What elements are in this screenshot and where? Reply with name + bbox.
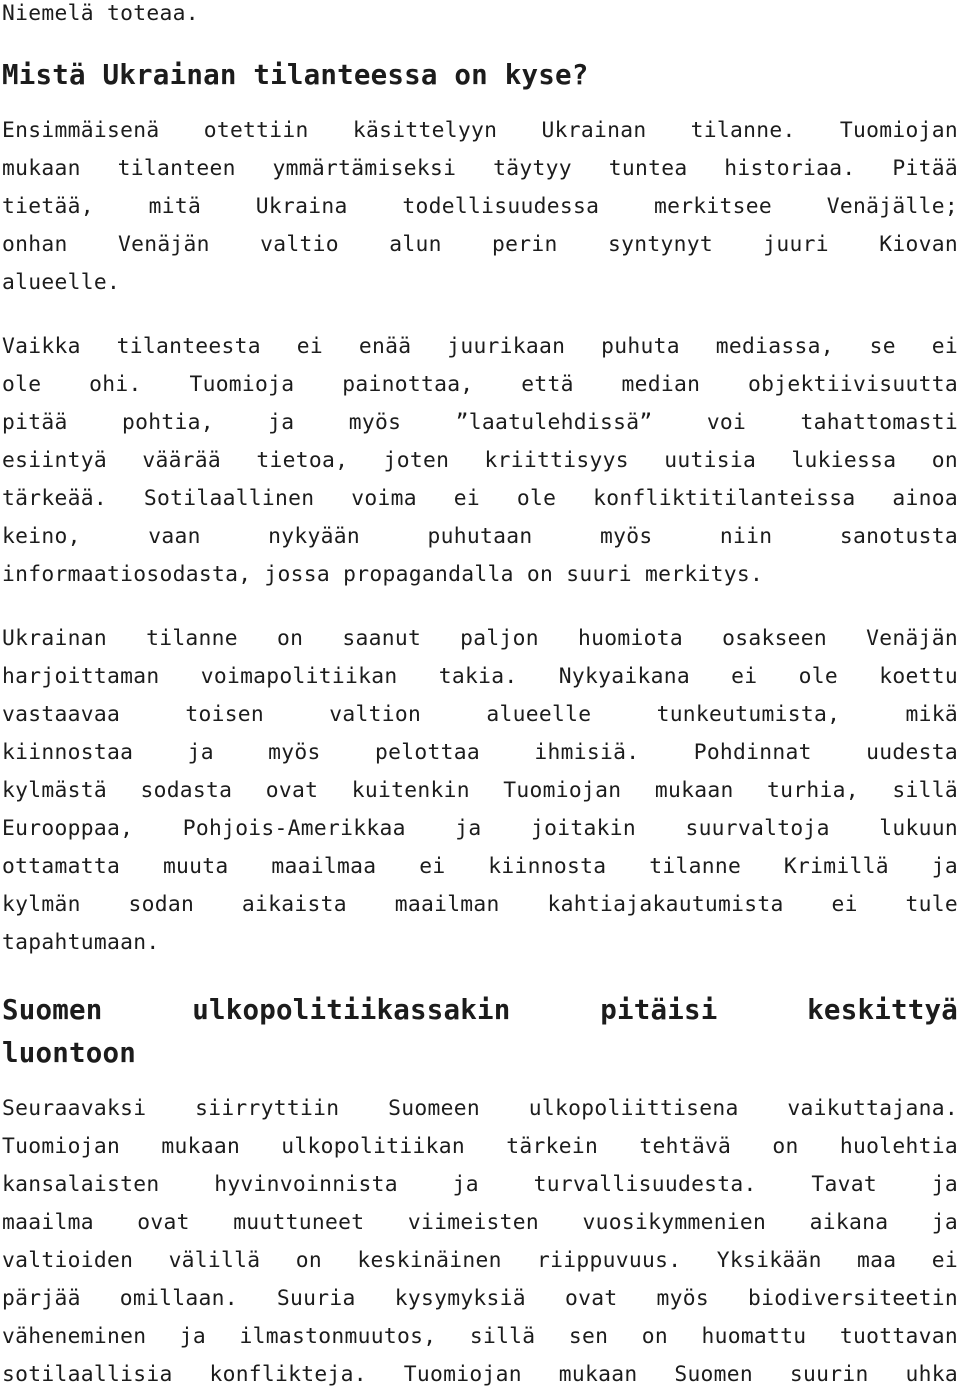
text-line: mukaan tilanteen ymmärtämiseksi täytyy tuntea historiaa. Pitää — [2, 156, 958, 181]
text-line: väheneminen ja ilmastonmuutos, sillä sen on huomattu tuottavan — [2, 1324, 958, 1349]
text-line: tapahtumaan. — [2, 930, 160, 955]
text-line: vastaavaa toisen valtion alueelle tunkeutumista, mikä — [2, 702, 958, 727]
text-line: pärjää omillaan. Suuria kysymyksiä ovat myös biodiversiteetin — [2, 1286, 958, 1311]
text-line: alueelle. — [2, 270, 121, 295]
text-line: Ukrainan tilanne on saanut paljon huomiota osakseen Venäjän — [2, 626, 958, 651]
section-heading-ukraine: Mistä Ukrainan tilanteessa on kyse? — [2, 59, 589, 91]
text-line: Tuomiojan mukaan ulkopolitiikan tärkein tehtävä on huolehtia — [2, 1134, 958, 1159]
text-line: valtioiden välillä on keskinäinen riippuvuus. Yksikään maa ei — [2, 1248, 958, 1273]
text-line: esiintyä väärää tietoa, joten kriittisyys uutisia lukiessa on — [2, 448, 958, 473]
text-line: pitää pohtia, ja myös ”laatulehdissä” voi tahattomasti — [2, 410, 958, 435]
text-line: ottamatta muuta maailmaa ei kiinnosta tilanne Krimillä ja — [2, 854, 958, 879]
section-heading-finland-line-1: Suomen ulkopolitiikassakin pitäisi keskittyä — [2, 994, 958, 1026]
text-line: Vaikka tilanteesta ei enää juurikaan puhuta mediassa, se ei — [2, 334, 958, 359]
section-heading-finland-line-2: luontoon — [2, 1037, 137, 1069]
text-line: Ensimmäisenä otettiin käsittelyyn Ukrainan tilanne. Tuomiojan — [2, 118, 958, 143]
text-line: kansalaisten hyvinvoinnista ja turvallisuudesta. Tavat ja — [2, 1172, 958, 1197]
text-line: informaatiosodasta, jossa propagandalla on suuri merkitys. — [2, 562, 764, 587]
text-line: Eurooppaa, Pohjois-Amerikkaa ja joitakin suurvaltoja lukuun — [2, 816, 958, 841]
text-line: maailma ovat muuttuneet viimeisten vuosikymmenien aikana ja — [2, 1210, 958, 1235]
text-line: onhan Venäjän valtio alun perin syntynyt juuri Kiovan — [2, 232, 958, 257]
text-line: ole ohi. Tuomioja painottaa, että median objektiivisuutta — [2, 372, 958, 397]
intro-line: Niemelä toteaa. — [2, 1, 199, 26]
text-line: kiinnostaa ja myös pelottaa ihmisiä. Pohdinnat uudesta — [2, 740, 958, 765]
text-line: kylmän sodan aikaista maailman kahtiajakautumista ei tule — [2, 892, 958, 917]
text-line: sotilaallisia konflikteja. Tuomiojan mukaan Suomen suurin uhka — [2, 1362, 958, 1387]
text-line: kylmästä sodasta ovat kuitenkin Tuomiojan mukaan turhia, sillä — [2, 778, 958, 803]
text-line: tietää, mitä Ukraina todellisuudessa merkitsee Venäjälle; — [2, 194, 958, 219]
text-line: Seuraavaksi siirryttiin Suomeen ulkopoliittisena vaikuttajana. — [2, 1096, 958, 1121]
text-line: tärkeää. Sotilaallinen voima ei ole konfliktitilanteissa ainoa — [2, 486, 958, 511]
text-line: keino, vaan nykyään puhutaan myös niin sanotusta — [2, 524, 958, 549]
text-line: harjoittaman voimapolitiikan takia. Nykyaikana ei ole koettu — [2, 664, 958, 689]
